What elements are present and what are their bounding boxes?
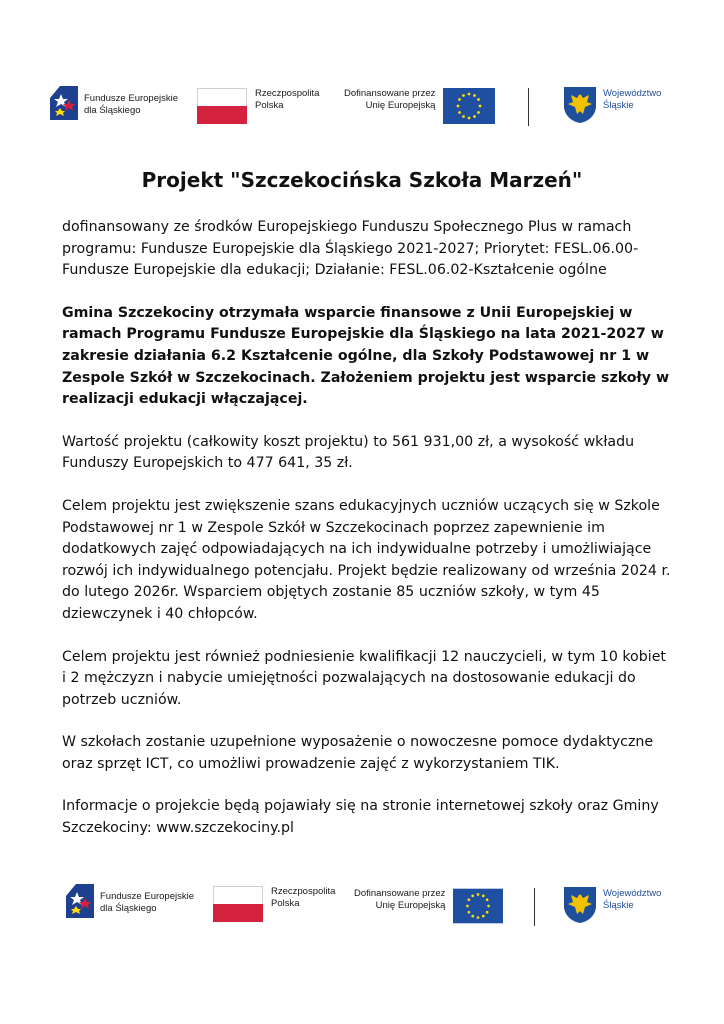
- woj-logo-line2: Śląskie: [603, 100, 634, 111]
- eagle-shield-icon: [563, 86, 597, 124]
- rp-logo-line1: Rzeczpospolita: [255, 88, 320, 99]
- woj-logo-line1: Województwo: [603, 888, 662, 899]
- eu-flag-icon: [453, 888, 503, 924]
- logo-strip-bottom: [0, 878, 724, 938]
- paragraph-support-bold: Gmina Szczekociny otrzymała wsparcie finansowe z Unii Europejskiej w ramach Programu Fundusze Europejskie dla Śląskiego na lata 2021-2027 w zakresie działania 6.2 Kształcenie ogólne, dla Szkoły Podstawowej nr 1 w Zespole Szkół w Szczekocinach. Założeniem projektu jest wsparcie szkoły w realizacji edukacji włączającej.: [62, 304, 670, 408]
- rp-logo: [197, 88, 319, 124]
- eu-logo-line2: Unię Europejską: [375, 900, 446, 911]
- paragraph-goal: Celem projektu jest zwiększenie szans edukacyjnych uczniów uczących się w Szkole Podstawowej nr 1 w Zespole Szkół w Szczekocinach poprzez zapewnienie im dodatkowych zajęć odpowiadających na ich indywidualne potrzeby i umożliwiające rozwój ich indywidualnego potencjału. Projekt będzie realizowany od września 2024 r. do lutego 2026r. Wsparciem objętych zostanie 85 uczniów szkoły, w tym 45 dziewczynek i 40 chłopców.: [62, 497, 671, 622]
- logo-strip-top: [0, 80, 724, 140]
- woj-logo-line1: Województwo: [603, 88, 662, 99]
- fe-star-icon: [50, 86, 80, 120]
- fe-logo-line2: dla Śląskiego: [84, 105, 141, 116]
- paragraph-equipment: W szkołach zostanie uzupełnione wyposażenie o nowoczesne pomoce dydaktyczne oraz sprzęt ICT, co umożliwi prowadzenie zajęć z wykorzystaniem TIK.: [62, 734, 654, 772]
- fe-logo: [50, 86, 178, 120]
- rp-logo-line2: Polska: [255, 100, 284, 111]
- woj-logo: [563, 86, 661, 124]
- eu-logo: [344, 88, 495, 124]
- paragraph-info: Informacje o projekcie będą pojawiały się na stronie internetowej szkoły oraz Gminy Szczekociny: www.szczekociny.pl: [62, 798, 659, 837]
- eu-logo-line1: Dofinansowane przez: [354, 888, 446, 899]
- eu-flag-icon: [443, 88, 495, 124]
- woj-logo-bottom: [563, 886, 661, 924]
- woj-logo-line2: Śląskie: [603, 900, 634, 911]
- fe-logo-line1: Fundusze Europejskie: [100, 891, 194, 902]
- paragraph-funding: dofinansowany ze środków Europejskiego Funduszu Społecznego Plus w ramach programu: Fundusze Europejskie dla Śląskiego 2021-2027; Priorytet: FESL.06.00-Fundusze Europejskie dla edukacji; Działanie: FESL.06.02-Kształcenie ogólne: [62, 219, 639, 279]
- eagle-shield-icon: [563, 886, 597, 924]
- rp-logo-line2: Polska: [271, 898, 300, 909]
- eu-logo-line1: Dofinansowane przez: [344, 88, 436, 99]
- page-title: Projekt "Szczekocińska Szkoła Marzeń": [141, 168, 583, 192]
- fe-logo-line2: dla Śląskiego: [100, 903, 157, 914]
- rp-logo-line1: Rzeczpospolita: [271, 886, 336, 897]
- document-body: [62, 217, 674, 861]
- paragraph-value: Wartość projektu (całkowity koszt projektu) to 561 931,00 zł, a wysokość wkładu Funduszy Europejskich to 477 641, 35 zł.: [62, 433, 635, 472]
- eu-logo-line2: Unię Europejską: [365, 100, 436, 111]
- logo-divider: [528, 88, 529, 126]
- fe-logo-line1: Fundusze Europejskie: [84, 93, 178, 104]
- rp-logo-bottom: [213, 886, 335, 922]
- logo-divider: [534, 888, 535, 926]
- fe-star-icon: [66, 884, 96, 918]
- poland-flag-icon: [197, 88, 247, 124]
- paragraph-teachers: Celem projektu jest również podniesienie kwalifikacji 12 nauczycieli, w tym 10 kobiet i 2 mężczyzn i nabycie umiejętności pozwalających na dostosowanie edukacji do potrzeb uczniów.: [62, 648, 666, 708]
- poland-flag-icon: [213, 886, 263, 922]
- eu-logo-bottom: [354, 888, 503, 924]
- fe-logo-bottom: [66, 884, 194, 918]
